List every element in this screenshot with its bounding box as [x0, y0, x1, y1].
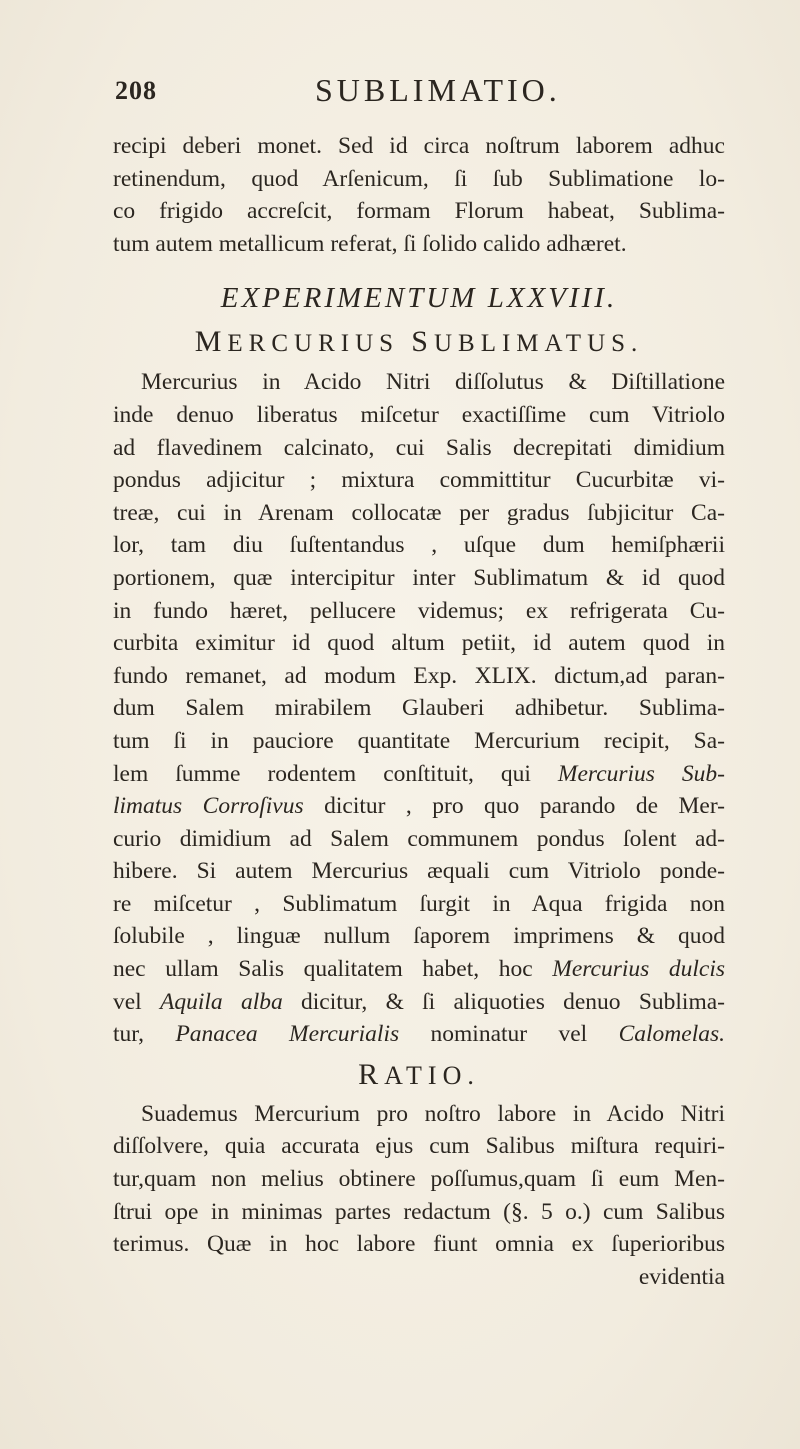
text-line: in fundo hæret, pellucere videmus; ex refrigerata Cu-: [113, 597, 725, 624]
text-line: ad flavedinem calcinato, cui Salis decrepitati dimidium: [113, 434, 725, 461]
text-line: ſtrui ope in minimas partes redactum (§. 5 o.) cum Salibus: [113, 1198, 725, 1225]
text-line: dum Salem mirabilem Glauberi adhibetur. Sublima-: [113, 695, 725, 722]
text-line: nec ullam Salis qualitatem habet, hoc Mercurius dulcis: [113, 956, 726, 983]
text-line: co frigido accreſcit, formam Florum habeat, Sublima-: [113, 198, 725, 225]
text-line: hibere. Si autem Mercurius æquali cum Vitriolo ponde-: [113, 858, 725, 885]
text-line: curbita eximitur id quod altum petiit, id autem quod in: [113, 630, 725, 657]
text-line: vel Aquila alba dicitur, & ſi aliquoties denuo Sublima-: [113, 988, 725, 1015]
text-line: Suademus Mercurium pro noſtro labore in Acido Nitri: [141, 1100, 725, 1127]
catchword: evidentia: [638, 1263, 725, 1290]
text-line: portionem, quæ intercipitur inter Sublimatum & id quod: [113, 564, 725, 591]
text-line: lem ſumme rodentem conſtituit, qui Mercurius Sub-: [113, 760, 726, 787]
text-line: tum ſi in pauciore quantitate Mercurium recipit, Sa-: [113, 727, 725, 754]
text-line: Mercurius in Acido Nitri diſſolutus & Diſtillatione: [141, 369, 725, 396]
experiment-title: EXPERIMENTUM LXXVIII.: [220, 282, 618, 315]
text-line: lor, tam diu ſuſtentandus , uſque dum hemiſphærii: [113, 532, 725, 559]
page-number: 208: [115, 76, 157, 105]
text-line: fundo remanet, ad modum Exp. XLIX. dictum,ad paran-: [113, 662, 725, 689]
page-header: [115, 72, 715, 112]
text-line: treæ, cui in Arenam collocatæ per gradus ſubjicitur Ca-: [113, 499, 725, 526]
text-line: terimus. Quæ in hoc labore fiunt omnia ex ſuperioribus: [113, 1231, 725, 1258]
text-line: tur,quam non melius obtinere poſſumus,quam ſi eum Men-: [113, 1166, 725, 1193]
text-line: recipi deberi monet. Sed id circa noſtrum laborem adhuc: [113, 133, 725, 159]
text-line: tur, Panacea Mercurialis nominatur vel Calomelas.: [113, 1021, 725, 1048]
text-line: tum autem metallicum referat, ſi ſolido calido adhæret.: [113, 230, 627, 257]
text-line: curio dimidium ad Salem communem pondus ſolent ad-: [113, 825, 725, 852]
text-line: diſſolvere, quia accurata ejus cum Salibus miſtura requiri-: [113, 1133, 725, 1160]
text-line: re miſcetur , Sublimatum ſurgit in Aqua frigida non: [113, 890, 725, 917]
ratio-heading: RATIO.: [358, 1057, 480, 1091]
experiment-subtitle: MERCURIUS SUBLIMATUS.: [194, 325, 644, 359]
text-line: pondus adjicitur ; mixtura committitur Cucurbitæ vi-: [113, 467, 725, 494]
running-head: SUBLIMATIO.: [315, 72, 561, 108]
text-line: retinendum, quod Arſenicum, ſi ſub Sublimatione lo-: [113, 165, 725, 192]
text-line: limatus Corroſivus dicitur , pro quo parando de Mer-: [113, 793, 726, 820]
text-line: ſolubile , linguæ nullum ſaporem imprimens & quod: [113, 923, 725, 950]
body-text: [113, 130, 725, 1293]
text-line: inde denuo liberatus miſcetur exactiſſime cum Vitriolo: [113, 401, 725, 428]
